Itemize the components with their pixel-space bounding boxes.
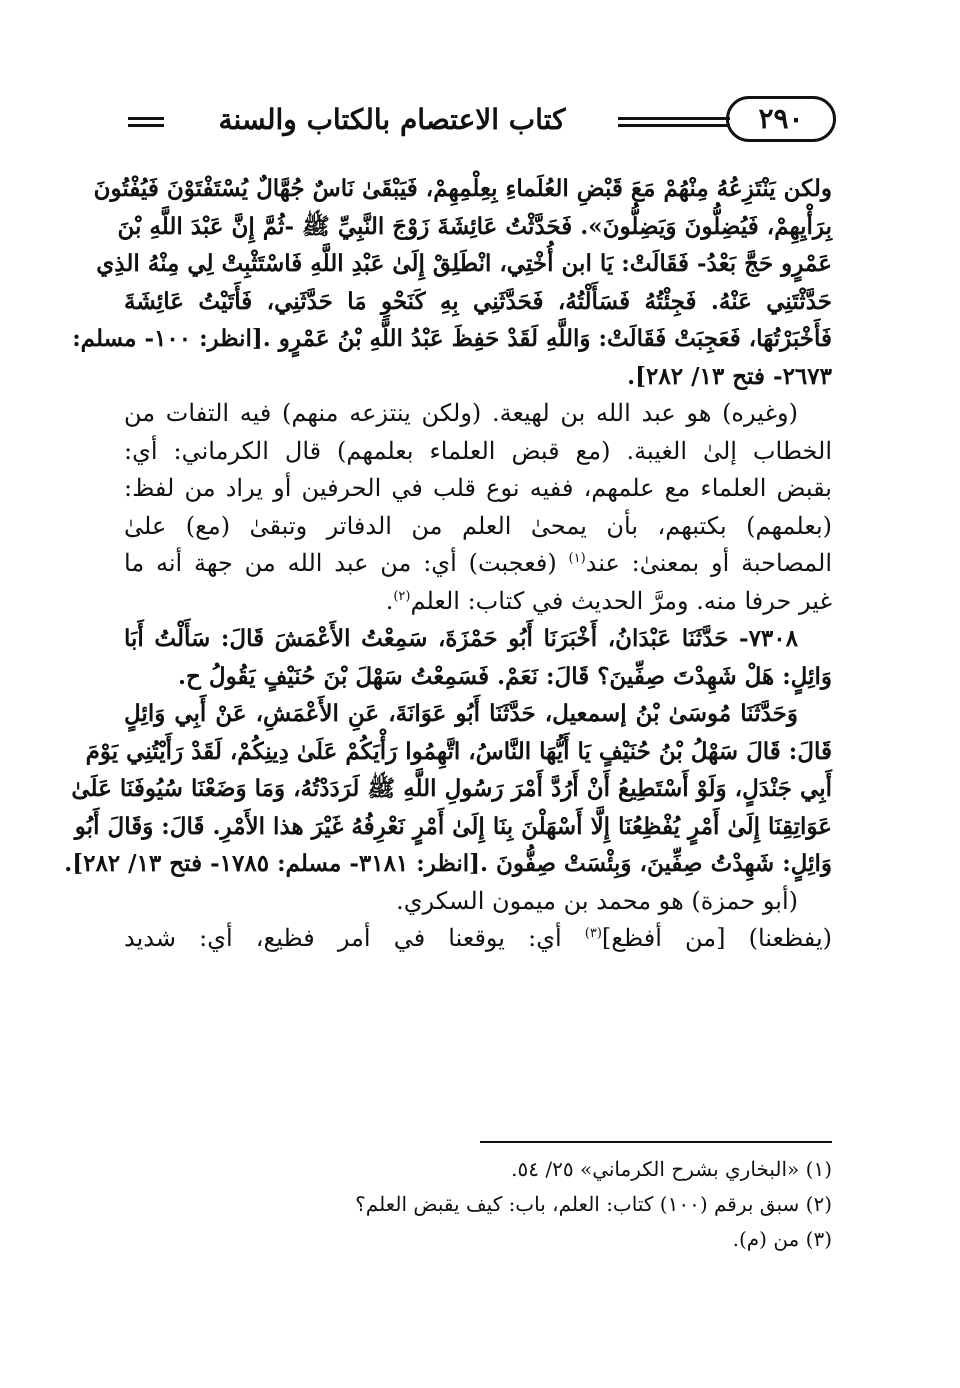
hadith-line: ٢٦٧٣- فتح ١٣/ ٢٨٢].	[627, 362, 832, 390]
commentary-text: .	[385, 586, 394, 615]
commentary-text: المصاحبة أو بمعنىٰ: عند	[585, 549, 832, 577]
footnote: (٣) من (م).	[732, 1227, 832, 1251]
page-number: ٢٩٠	[726, 96, 836, 142]
commentary-line: الخطاب إلىٰ الغيبة. (مع قبض العلماء بعلمهم) قال الكرماني: أي:	[124, 436, 832, 465]
footnote-separator	[480, 1141, 832, 1143]
hadith-line: وَائِلٍ: هَلْ شَهِدْتَ صِفِّينَ؟ قَالَ: نَعَمْ. فَسَمِعْتُ سَهْلَ بْنَ حُنَيْفٍ يَقُولُ ح.	[178, 662, 832, 690]
hadith-line: حَدَّثْتَنِي عَنْهُ. فَجِئْتُهُ فَسَأَلْتُهُ، فَحَدَّثَنِي بِهِ كَنَحْوِ مَا حَدَّثَنِي، فَأَتَيْتُ عَائِشَةَ	[124, 287, 832, 315]
commentary-line	[124, 920, 832, 958]
header-rule	[618, 124, 730, 127]
footnote-marker: (٣)	[584, 926, 602, 941]
footnotes	[124, 1152, 832, 1257]
header-rule	[618, 117, 730, 120]
hadith-line: عَوَاتِقِنَا إِلَىٰ أَمْرٍ يُفْظِعُنَا إِلَّا أَسْهَلْنَ بِنَا إِلَىٰ أَمْرٍ نَعْرِفُهُ غَيْرَ هذا الأَمْرِ. قَالَ: وَقَالَ أَبُو	[74, 812, 832, 840]
commentary-text: (فعجبت) أي: من عبد الله من جهة أنه ما	[124, 549, 557, 577]
commentary-line: (أبو حمزة) هو محمد بن ميمون السكري.	[396, 886, 798, 915]
hadith-line: ولكن يَنْتَزِعُهُ مِنْهُمْ مَعَ قَبْضِ العُلَماءِ بِعِلْمِهِمْ، فَيَبْقَىٰ نَاسٌ جُهَّالٌ يُسْتَفْتَوْنَ فَيُفْتُونَ	[93, 175, 832, 202]
commentary-text: أي: يوقعنا في أمر فظيع، أي: شديد	[124, 924, 562, 952]
running-title: كتاب الاعتصام بالكتاب والسنة	[218, 103, 566, 136]
hadith-line: بِرَأْيِهِمْ، فَيُضِلُّونَ وَيَضِلُّونَ». فَحَدَّثْتُ عَائِشَةَ زَوْجَ النَّبِيِّ ﷺ -ثُمَّ إِنَّ عَبْدَ اللَّهِ بْنَ	[117, 212, 832, 240]
hadith-line: ٧٣٠٨- حَدَّثَنَا عَبْدَانُ، أَخْبَرَنَا أَبُو حَمْزَةَ، سَمِعْتُ الأَعْمَشَ قَالَ: سَأَلْتُ أَبَا	[124, 625, 798, 652]
header-rule	[128, 124, 164, 127]
commentary-line: (بعلمهم) بكتبهم، بأن يمحىٰ العلم من الدفاتر وتبقىٰ (مع) علىٰ	[124, 511, 832, 540]
commentary-text: غير حرفا منه. ومرَّ الحديث في كتاب: العلم	[410, 586, 832, 615]
footnote-marker: (٢)	[393, 588, 411, 604]
hadith-line: عَمْرٍو حَجَّ بَعْدُ- فَقَالَتْ: يَا ابن أُخْتِي، انْطَلِقْ إِلَىٰ عَبْدِ اللَّهِ فَاسْتَثْبِتْ لِي مِنْهُ الذِي	[96, 250, 832, 277]
footnote: (٢) سبق برقم (١٠٠) كتاب: العلم، باب: كيف يقبض العلم؟	[355, 1192, 832, 1216]
commentary-line	[124, 545, 832, 583]
hadith-line: أَبِي جَنْدَلٍ، وَلَوْ أَسْتَطِيعُ أَنْ أَرُدَّ أَمْرَ رَسُولِ اللَّهِ ﷺ لَرَدَدْتُهُ، وَمَا وَضَعْنَا سُيُوفَنَا عَلَىٰ	[71, 775, 832, 802]
hadith-line: فَأَخْبَرْتُهَا، فَعَجِبَتْ فَقَالَتْ: وَاللَّهِ لَقَدْ حَفِظَ عَبْدُ اللَّهِ بْنُ عَمْرٍو .[انظر: ١٠٠- مسلم:	[72, 325, 832, 352]
hadith-line: قَالَ: قَالَ سَهْلُ بْنُ حُنَيْفٍ يَا أَيُّهَا النَّاسُ، اتَّهِمُوا رَأْيَكُمْ عَلَىٰ دِينِكُمْ، لَقَدْ رَأَيْتُنِي يَوْمَ	[85, 737, 832, 765]
commentary-line: بقبض العلماء مع علمهم، ففيه نوع قلب في الحرفين أو يراد من لفظ:	[124, 474, 832, 502]
page-header	[128, 92, 844, 152]
header-rule	[128, 117, 164, 120]
commentary-line: (وغيره) هو عبد الله بن لهيعة. (ولكن ينتزعه منهم) فيه التفات من	[124, 399, 798, 427]
commentary-text: (يفظعنا) [من أفظع]	[601, 924, 832, 952]
hadith-line: وَحَدَّثَنَا مُوسَىٰ بْنُ إسمعيل، حَدَّثَنَا أَبُو عَوَانَةَ، عَنِ الأَعْمَشِ، عَنْ أَبِي وَائِلٍ	[124, 700, 798, 727]
footnote-marker: (١)	[568, 551, 586, 566]
footnote: (١) «البخاري بشرح الكرماني» ٢٥/ ٥٤.	[511, 1157, 832, 1181]
hadith-line: وَائِلٍ: شَهِدْتُ صِفِّينَ، وَبِئْسَتْ صِفُّونَ .[انظر: ٣١٨١- مسلم: ١٧٨٥- فتح ١٣/ ٢٨٢].	[64, 850, 832, 877]
commentary-line	[124, 583, 832, 621]
main-text	[64, 170, 832, 958]
